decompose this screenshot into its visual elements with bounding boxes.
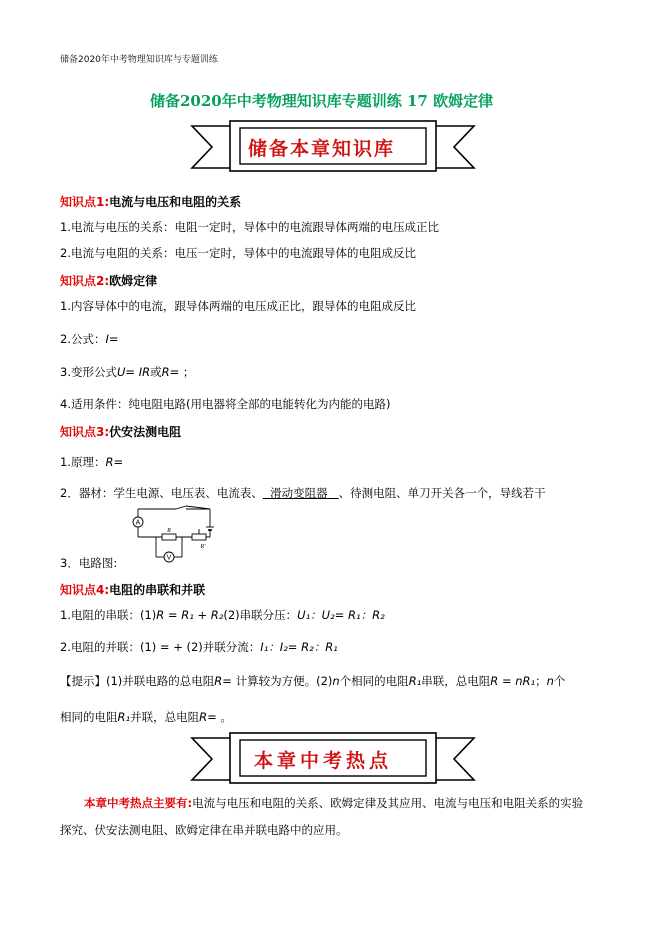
- kp2-line2: 2.公式：I=: [60, 332, 119, 346]
- kp3-title: 伏安法测电阻: [109, 425, 182, 439]
- rheostat-label: R': [200, 544, 206, 550]
- voltmeter-symbol: V: [166, 554, 172, 562]
- banner-hotspots: [190, 730, 476, 788]
- kp4-line2: 2.电阻的并联：(1) = + (2)并联分流：I₁：I₂= R₂：R₁: [60, 640, 338, 654]
- kp2-title: 欧姆定律: [109, 274, 158, 288]
- kp1-line2: 2.电流与电阻的关系：电压一定时，导体中的电流跟导体的电阻成反比: [60, 246, 416, 260]
- kp4-line1: 1.电阻的串联：(1)R = R₁ + R₂(2)串联分压：U₁：U₂= R₁：R₂: [60, 608, 385, 622]
- tip-line2: 相同的电阻R₁并联，总电阻R= 。: [60, 710, 232, 724]
- kp2-line1: 1.内容导体中的电流，跟导体两端的电压成正比，跟导体的电阻成反比: [60, 299, 416, 313]
- kp2-heading: [60, 272, 157, 289]
- kp2-line4: 4.适用条件：纯电阻电路(用电器将全部的电能转化为内能的电路): [60, 397, 391, 411]
- kp3-label: 知识点3:: [60, 425, 110, 439]
- banner-hotspots-text: 本章中考热点: [254, 750, 393, 772]
- kp3-heading: [60, 423, 181, 440]
- hotspots-line1: 本章中考热点主要有:电流与电压和电阻的关系、欧姆定律及其应用、电流与电压和电阻关系的实验: [84, 796, 584, 810]
- kp4-label: 知识点4:: [60, 583, 110, 597]
- resistor-label: R: [167, 528, 171, 534]
- kp3-blank-answer: 滑动变阻器: [270, 486, 328, 500]
- kp3-line3: 3．电路图:: [60, 556, 118, 570]
- kp1-line1: 1.电流与电压的关系：电阻一定时，导体中的电流跟导体两端的电压成正比: [60, 220, 439, 234]
- hotspots-line2: 探究、伏安法测电阻、欧姆定律在串并联电路中的应用。: [60, 823, 348, 837]
- hotspots-label: 本章中考热点主要有:: [84, 796, 193, 810]
- banner-knowledge: [190, 118, 476, 176]
- running-header: 储备2020年中考物理知识库与专题训练: [60, 55, 218, 65]
- switch-lever: [176, 506, 186, 509]
- kp3-line2: 2．器材：学生电源、电压表、电流表、 滑动变阻器 、待测电阻、单刀开关各一个，导线若干: [60, 486, 546, 500]
- kp1-title: 电流与电压和电阻的关系: [109, 195, 242, 209]
- document-title: 储备2020年中考物理知识库专题训练 17 欧姆定律: [150, 92, 494, 110]
- tip-line1: 【提示】(1)并联电路的总电阻R= 计算较为方便。(2)n个相同的电阻R₁串联，总电阻R = nR₁；n个: [60, 674, 566, 688]
- kp2-line3: 3.变形公式U= IR或R= ；: [60, 365, 195, 379]
- kp3-line1: 1.原理：R=: [60, 455, 124, 469]
- circuit-diagram: [126, 503, 218, 571]
- kp4-title: 电阻的串联和并联: [109, 583, 206, 597]
- banner-knowledge-text: 储备本章知识库: [248, 138, 396, 160]
- kp4-heading: [60, 581, 205, 598]
- kp1-heading: [60, 193, 241, 210]
- kp1-label: 知识点1:: [60, 195, 110, 209]
- ammeter-symbol: A: [135, 519, 141, 527]
- kp2-label: 知识点2:: [60, 274, 110, 288]
